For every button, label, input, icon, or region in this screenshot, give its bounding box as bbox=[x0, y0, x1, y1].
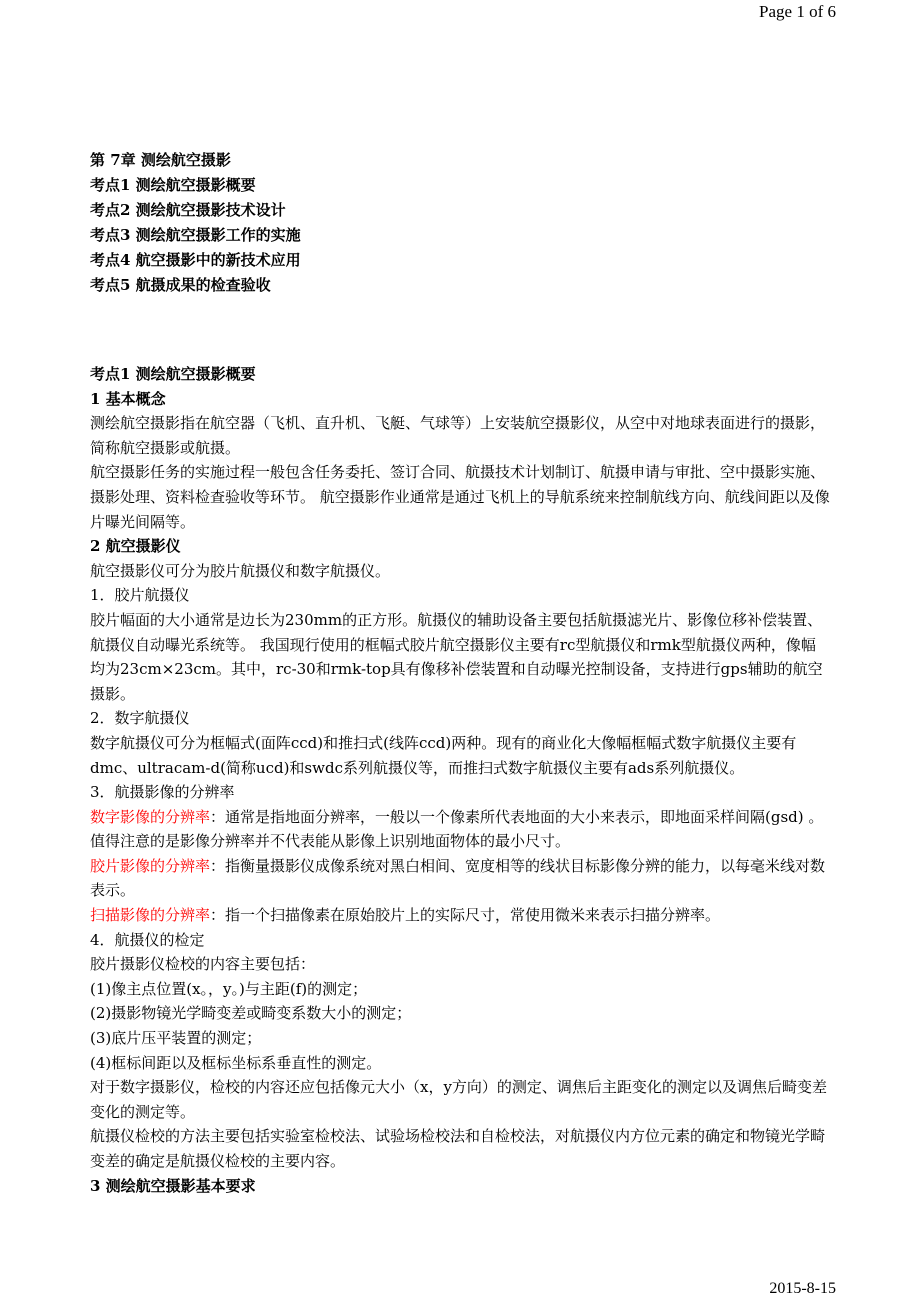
paragraph: 数字航摄仪可分为框幅式(面阵ccd)和推扫式(线阵ccd)两种。现有的商业化大像幅框幅式数字航摄仪主要有dmc、ultracam-d(简称ucd)和swdc系列航摄仪等，而推扫式数字航摄仪主要有ads系列航摄仪。 bbox=[90, 733, 797, 777]
toc-chapter-title: 第 7章 测绘航空摄影 bbox=[90, 151, 231, 169]
document-body bbox=[90, 362, 830, 1198]
toc-item: 考点3 测绘航空摄影工作的实施 bbox=[90, 226, 301, 244]
list-item: (3)底片压平装置的测定； bbox=[90, 1029, 262, 1048]
definition-text: ：指一个扫描像素在原始胶片上的实际尺寸，常使用微米来表示扫描分辨率。 bbox=[210, 906, 721, 925]
heading-aerial-camera: 2 航空摄影仪 bbox=[90, 537, 181, 556]
heading-basic-requirements: 3 测绘航空摄影基本要求 bbox=[90, 1176, 256, 1195]
paragraph: 航空摄影任务的实施过程一般包含任务委托、签订合同、航摄技术计划制订、航摄申请与审批、空中摄影实施、摄影处理、资料检查验收等环节。 航空摄影作业通常是通过飞机上的导航系统来控制航线方向、航线间距以及像片曝光间隔等。 bbox=[90, 463, 830, 531]
subheading-digital-camera: 2．数字航摄仪 bbox=[90, 709, 190, 728]
definition-text: ：通常是指地面分辨率，一般以一个像素所代表地面的大小来表示，即地面采样间隔(gsd) 。 值得注意的是影像分辨率并不代表能从影像上识别地面物体的最小尺寸。 bbox=[90, 807, 824, 851]
toc-item: 考点5 航摄成果的检查验收 bbox=[90, 276, 271, 294]
toc-item: 考点4 航空摄影中的新技术应用 bbox=[90, 251, 301, 269]
toc-item: 考点2 测绘航空摄影技术设计 bbox=[90, 201, 286, 219]
definition-text: ：指衡量摄影仪成像系统对黑白相间、宽度相等的线状目标影像分辨的能力，以每毫米线对数表示。 bbox=[90, 856, 826, 900]
highlight-term: 数字影像的分辨率 bbox=[90, 807, 211, 826]
paragraph: 航摄仪检校的方法主要包括实验室检校法、试验场检校法和自检校法，对航摄仪内方位元素的确定和物镜光学畸变差的确定是航摄仪检校的主要内容。 bbox=[90, 1127, 826, 1170]
paragraph: 航空摄影仪可分为胶片航摄仪和数字航摄仪。 bbox=[90, 561, 391, 580]
highlight-term: 扫描影像的分辨率 bbox=[90, 906, 211, 925]
paragraph: 对于数字摄影仪，检校的内容还应包括像元大小（x，y方向）的测定、调焦后主距变化的测定以及调焦后畸变差变化的测定等。 bbox=[90, 1078, 827, 1121]
subheading-resolution: 3．航摄影像的分辨率 bbox=[90, 783, 235, 802]
paragraph: 测绘航空摄影指在航空器（飞机、直升机、飞艇、气球等）上安装航空摄影仪，从空中对地球表面进行的摄影，简称航空摄影或航摄。 bbox=[90, 414, 826, 457]
highlight-term: 胶片影像的分辨率 bbox=[90, 856, 211, 875]
resolution-item-scan bbox=[90, 903, 830, 928]
toc-item: 考点1 测绘航空摄影概要 bbox=[90, 176, 256, 194]
list-item: (4)框标间距以及框标坐标系垂直性的测定。 bbox=[90, 1053, 382, 1072]
list-item: (2)摄影物镜光学畸变差或畸变系数大小的测定； bbox=[90, 1004, 412, 1023]
subheading-calibration: 4．航摄仪的检定 bbox=[90, 930, 205, 949]
paragraph: 胶片幅面的大小通常是边长为230mm的正方形。航摄仪的辅助设备主要包括航摄滤光片、影像位移补偿装置、航摄仪自动曝光系统等。 我国现行使用的框幅式胶片航空摄影仪主要有rc型航摄仪和rmk型航摄仪两种，像幅均为23cm×23cm。其中，rc-30和rmk-top具有像移补偿装置和自动曝光控制设备，支持进行gps辅助的航空摄影。 bbox=[90, 610, 823, 703]
heading-basic-concepts: 1 基本概念 bbox=[90, 389, 166, 408]
resolution-item-film bbox=[90, 854, 830, 903]
subheading-film-camera: 1．胶片航摄仪 bbox=[90, 586, 190, 605]
table-of-contents bbox=[90, 148, 830, 298]
paragraph: 胶片摄影仪检校的内容主要包括： bbox=[90, 955, 316, 974]
resolution-item-digital bbox=[90, 805, 830, 854]
list-item: (1)像主点位置(x。，y。)与主距(f)的测定； bbox=[90, 979, 368, 998]
section-title: 考点1 测绘航空摄影概要 bbox=[90, 365, 256, 383]
footer-date: 2015-8-15 bbox=[769, 1280, 836, 1297]
page-number: Page 1 of 6 bbox=[759, 2, 836, 21]
